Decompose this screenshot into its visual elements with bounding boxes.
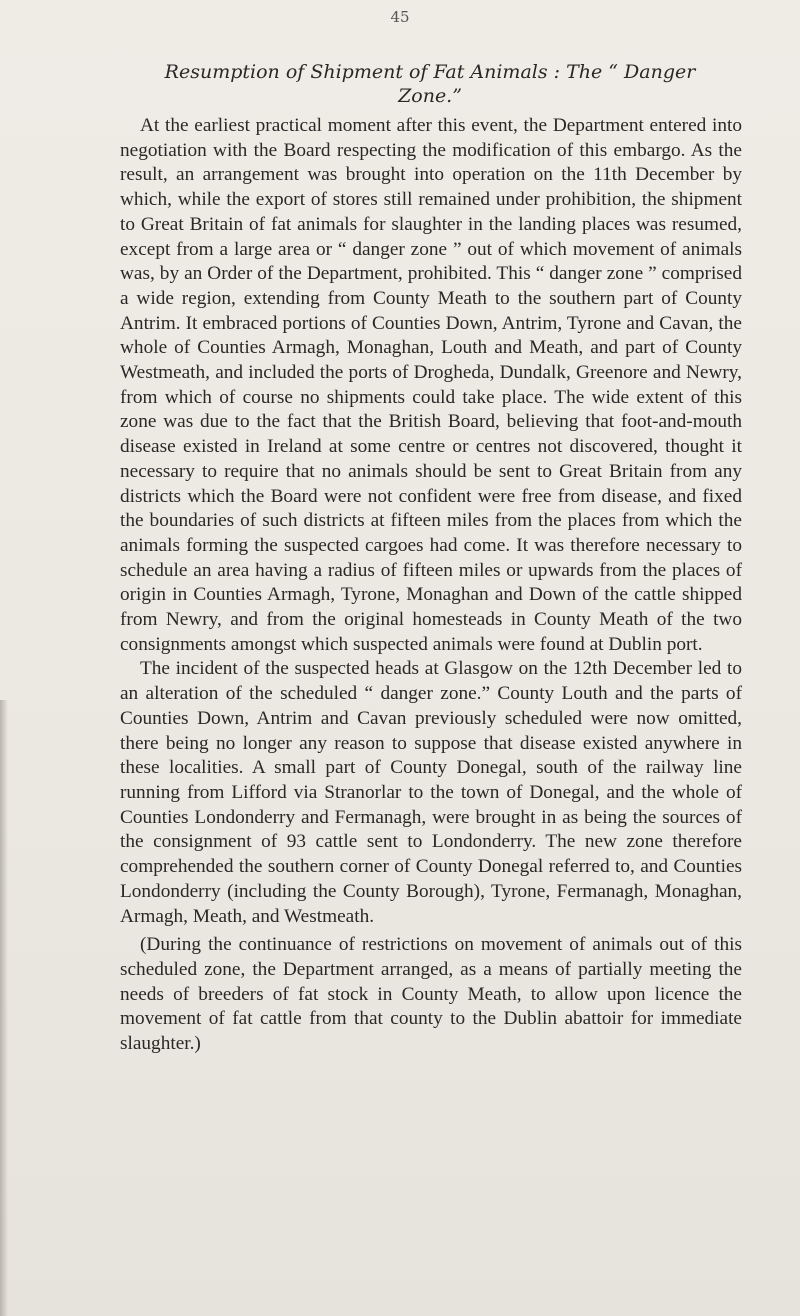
page-edge-shadow bbox=[0, 700, 8, 1316]
section-heading-line-1: Resumption of Shipment of Fat Animals : The “ Danger bbox=[164, 61, 696, 83]
body-text bbox=[120, 114, 742, 1057]
paragraph-2: The incident of the suspected heads at Glasgow on the 12th December led to an alteration of the scheduled “ danger zone.” County Louth and the parts of Counties Down, Antrim and Cavan previously scheduled were now omitted, there being no longer any reason to suppose that disease existed anywhere in these localities. A small part of County Donegal, south of the railway line running from Lifford via Stranorlar to the town of Donegal, and the whole of Counties Londonderry and Fermanagh, were brought in as being the sources of the consignment of 93 cattle sent to Londonderry. The new zone therefore comprehended the southern corner of County Donegal referred to, and Counties Londonderry (including the County Borough), Tyrone, Fermanagh, Monaghan, Armagh, Meath, and Westmeath. bbox=[120, 658, 742, 927]
paragraph-1: At the earliest practical moment after this event, the Department entered into negotiation with the Board respecting the modification of this embargo. As the result, an arrangement was brought into operation on the 11th December by which, while the export of stores still remained under prohibition, the shipment to Great Britain of fat animals for slaughter in the landing places was resumed, except from a large area or “ danger zone ” out of which movement of animals was, by an Order of the Department, prohibited. This “ danger zone ” comprised a wide region, extending from County Meath to the southern part of County Antrim. It embraced portions of Counties Down, Antrim, Tyrone and Cavan, the whole of Counties Armagh, Monaghan, Louth and Meath, and part of County Westmeath, and included the ports of Drogheda, Dundalk, Greenore and Newry, from which of course no shipments could take place. The wide extent of this zone was due to the fact that the British Board, believing that foot-and-mouth disease existed in Ireland at some centre or centres not discovered, thought it necessary to require that no animals should be sent to Great Britain from any districts which the Board were not confident were free from disease, and fixed the boundaries of such districts at fifteen miles from the places from which the animals forming the suspected cargoes had come. It was therefore necessary to schedule an area having a radius of fifteen miles or upwards from the places of origin in Counties Armagh, Tyrone, Monaghan and Down of the cattle shipped from Newry, and from the original homesteads in County Meath of the two consignments amongst which suspected animals were found at Dublin port. bbox=[120, 115, 742, 655]
page-number: 45 bbox=[390, 8, 410, 26]
section-heading bbox=[120, 60, 740, 108]
section-heading-line-2: Zone.” bbox=[398, 85, 462, 107]
paragraph-3: (During the continuance of restrictions on movement of animals out of this scheduled zone, the Department arranged, as a means of partially meeting the needs of breeders of fat stock in County Meath, to allow upon licence the movement of fat cattle from that county to the Dublin abattoir for immediate slaughter.) bbox=[120, 934, 742, 1055]
